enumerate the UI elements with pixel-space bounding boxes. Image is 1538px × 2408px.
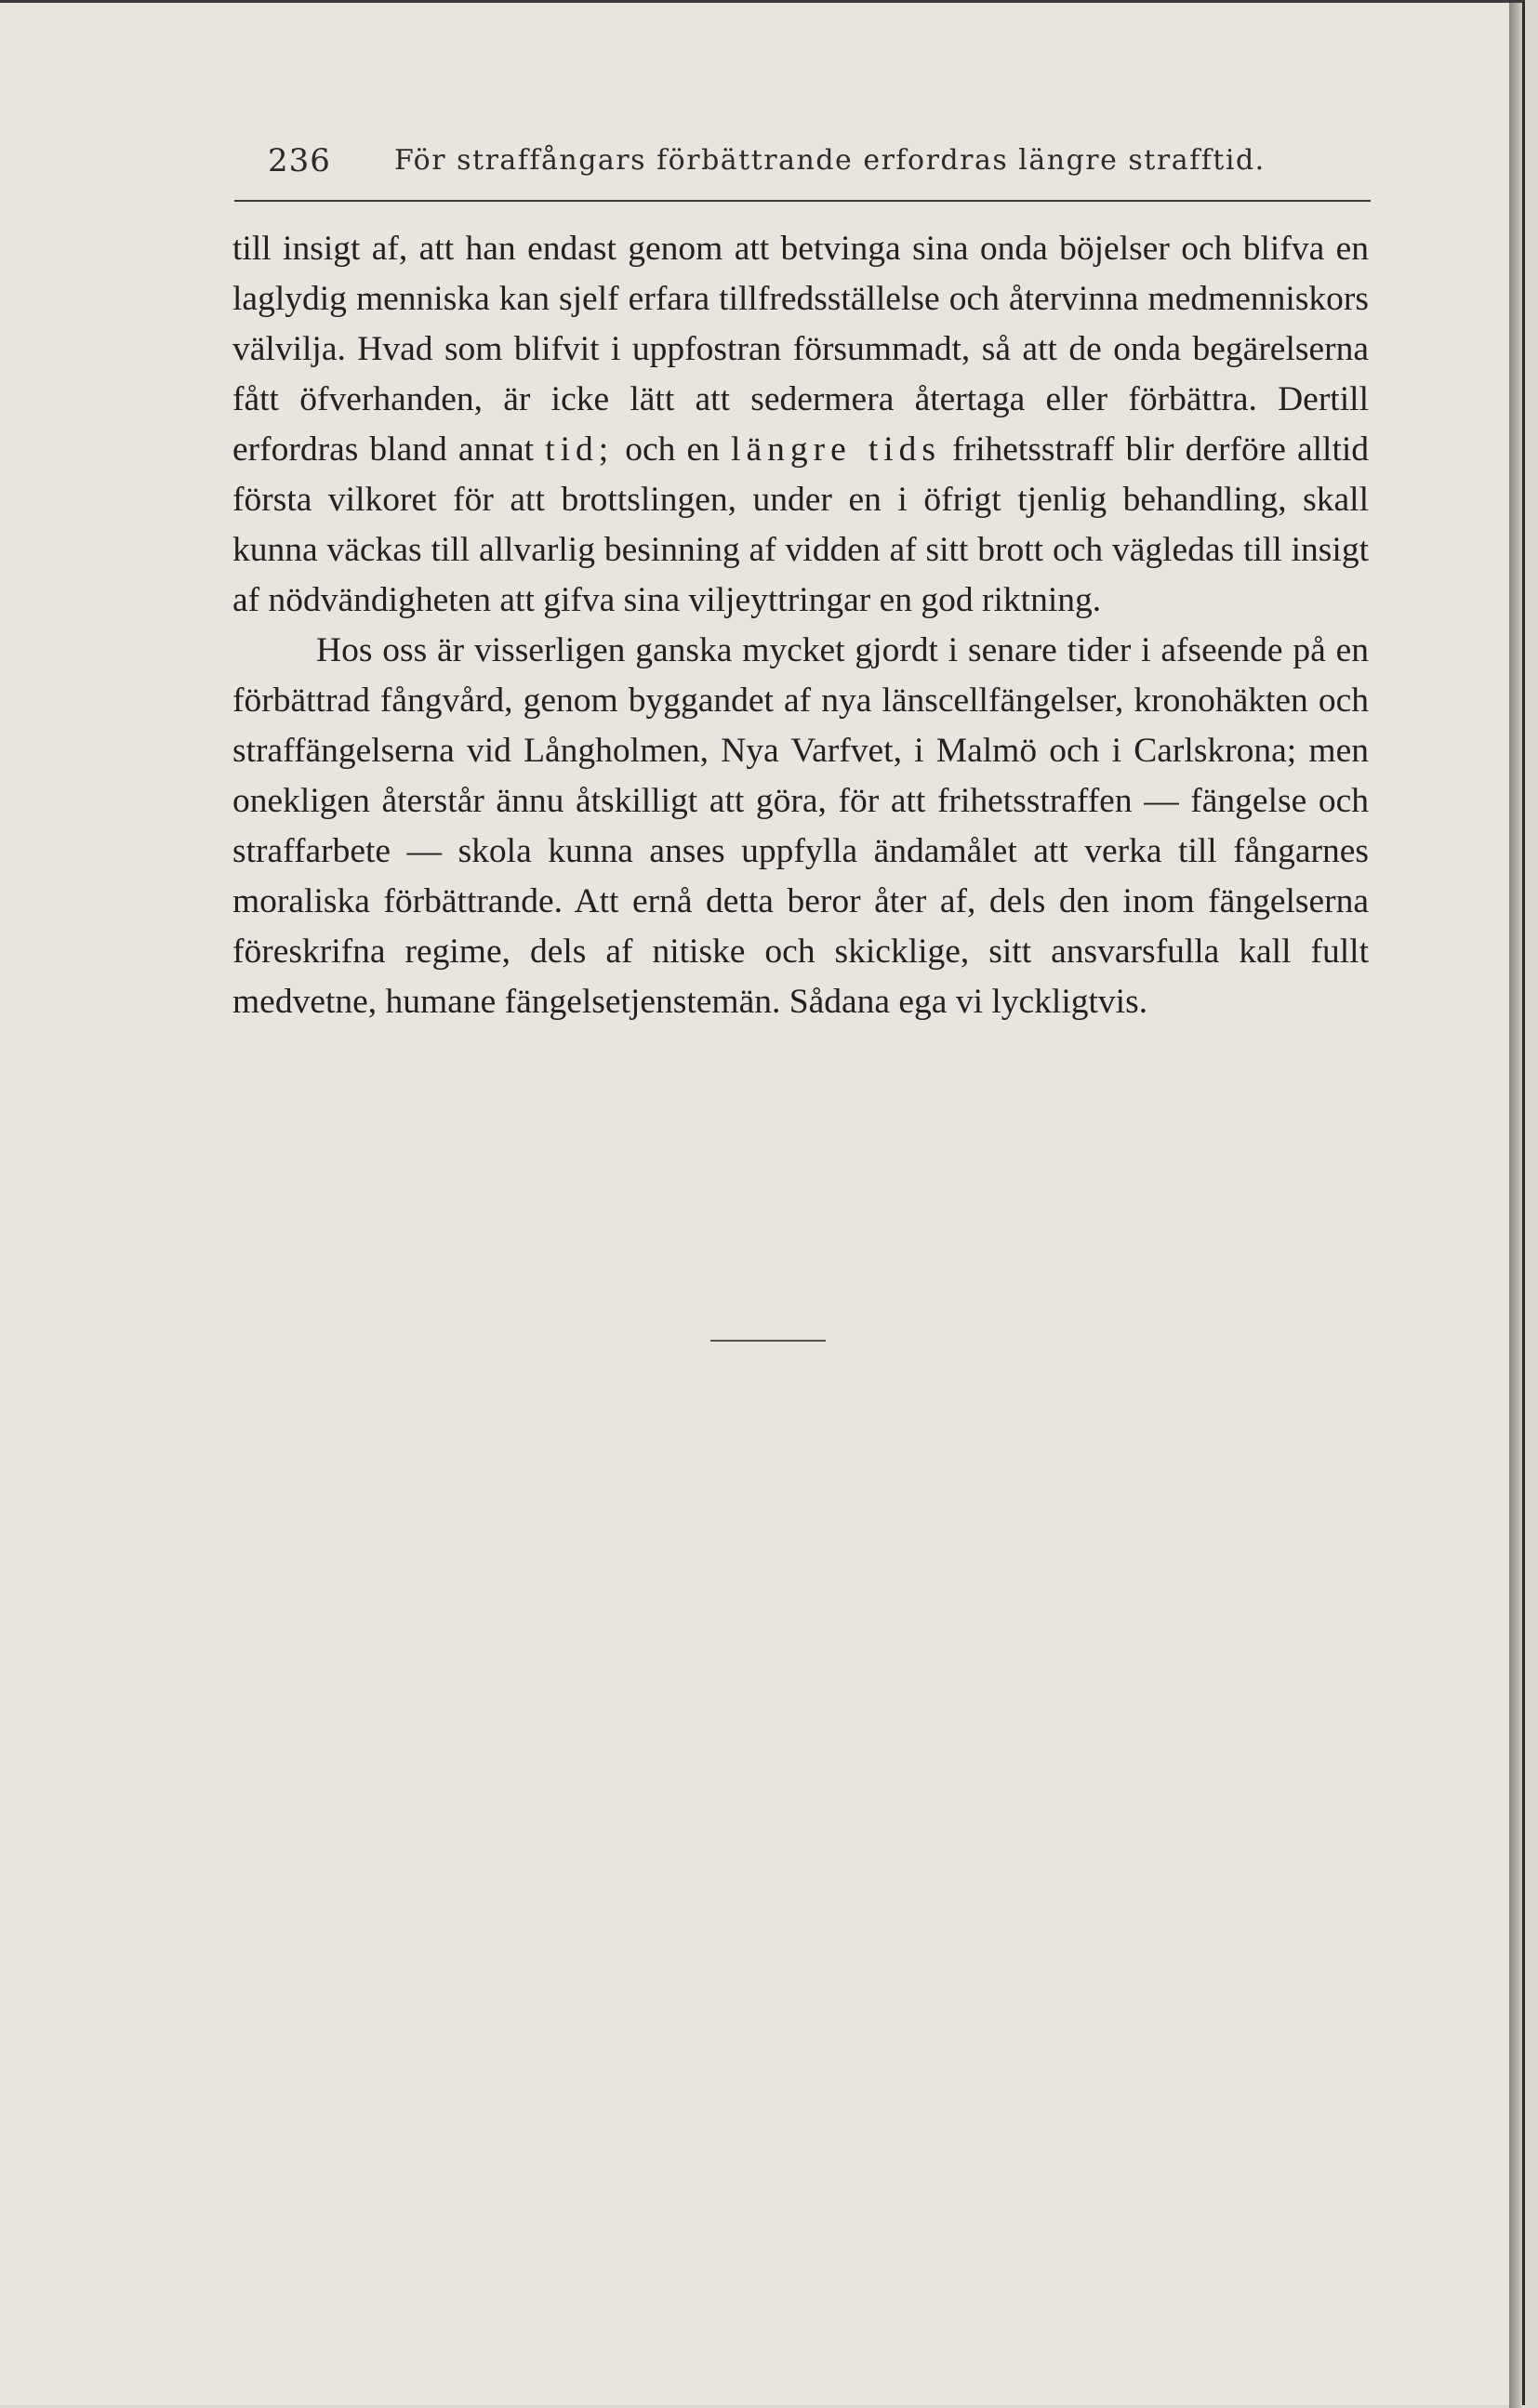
paragraph-1-part-3: frihetsstraff blir derföre alltid första vilkoret för att brottslingen, under en i öfrigt tjenlig behandling, skall kunna väckas till allvarlig besinning af vidden af sitt brott och vägledas till insigt af nödvändigheten att gifva sina viljeyttringar en god riktning. <box>232 430 1370 619</box>
running-title: För straffångars förbättrande erfordras längre strafftid. <box>394 144 1266 177</box>
paragraph-1-part-2: och en <box>625 430 720 469</box>
emphasis-langre-tids: längre tids <box>731 430 942 469</box>
running-header <box>234 142 1371 198</box>
body-text <box>232 224 1369 1027</box>
header-rule <box>234 200 1371 202</box>
page-number: 236 <box>268 142 331 179</box>
section-end-rule <box>710 1340 826 1342</box>
paragraph-2: Hos oss är visserligen ganska mycket gjordt i senare tider i afseende på en förbättrad fångvård, genom byggandet af nya länscellfängelser, kronohäkten och straffängelserna vid Långholmen, Nya Varfvet, i Malmö och i Carlskrona; men onekligen återstår ännu åtskilligt att göra, för att frihetsstraffen — fängelse och straffarbete — skola kunna anses uppfylla ändamålet att verka till fångarnes moraliska förbättrande. Att ernå detta beror åter af, dels den inom fängelserna föreskrifna regime, dels af nitiske och skicklige, sitt ansvarsfulla kall fullt medvetne, humane fängelsetjenstemän. Sådana ega vi lyckligtvis. <box>232 631 1369 1021</box>
paragraph-1 <box>232 224 1369 626</box>
page-edge-shadow <box>1509 3 1522 2408</box>
emphasis-tid: tid; <box>545 430 615 469</box>
paragraph-1-part-1: till insigt af, att han endast genom att betvinga sina onda böjelser och blifva en laglydig menniska kan sjelf erfara tillfredsställelse och återvinna medmenniskors välvilja. Hvad som blifvit i uppfostran försummadt, så att de onda begärelserna fått öfverhanden, är icke lätt att sedermera återtaga eller förbättra. Dertill erfordras bland annat <box>232 230 1369 469</box>
